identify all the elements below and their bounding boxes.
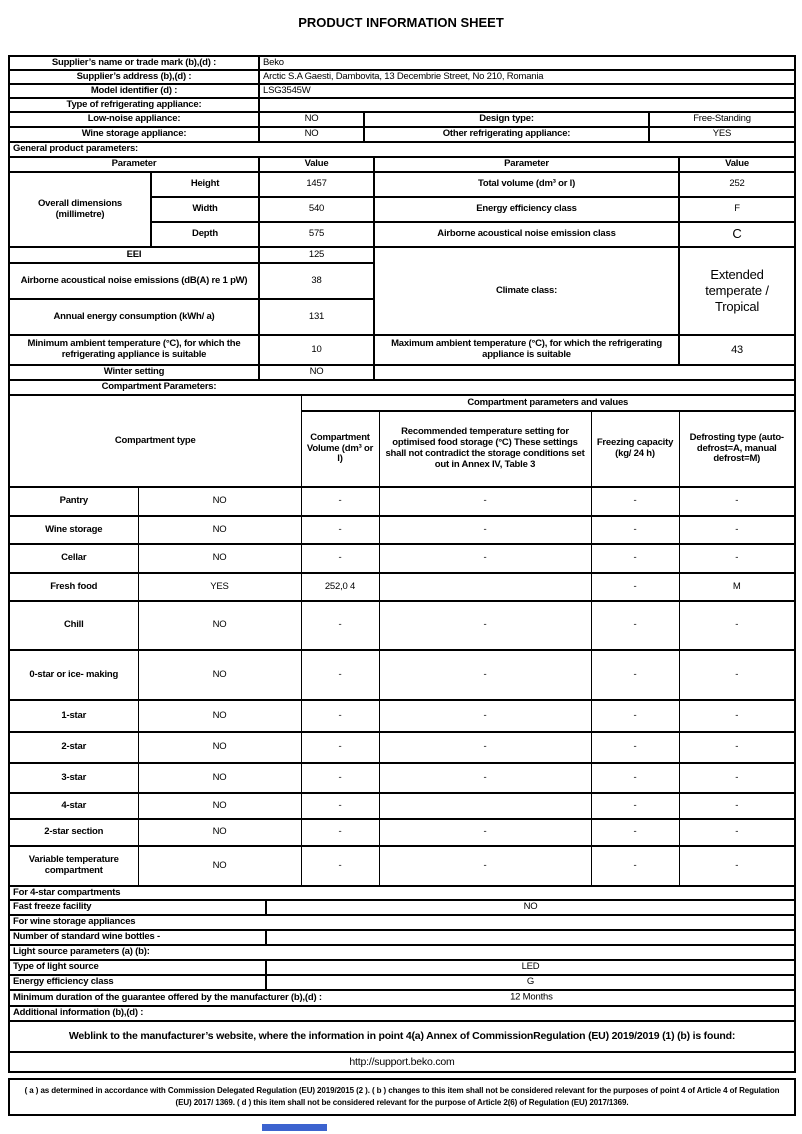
eei-value: 125 [259, 247, 374, 263]
compartment-freezing-cell: - [591, 573, 679, 601]
compartment-present-cell: NO [138, 819, 301, 846]
compartment-present-cell: NO [138, 700, 301, 732]
fast-freeze-value: NO [266, 900, 795, 915]
compartment-present-cell: NO [138, 846, 301, 886]
bottom-blue-bar [262, 1124, 327, 1131]
energy-class-value: F [679, 197, 795, 222]
compartment-present-cell: NO [138, 793, 301, 819]
guarantee-label: Minimum duration of the guarantee offered by the manufacturer (b),(d) : [13, 991, 322, 1003]
supplier-name-value: Beko [259, 56, 795, 70]
compartment-section-title: Compartment Parameters: [101, 381, 217, 393]
appliance-type-value [259, 98, 795, 112]
wine-bottles-row [9, 930, 795, 945]
general-header-row [9, 157, 795, 172]
compartment-freezing-cell: - [591, 763, 679, 793]
compartment-defrost-cell: - [679, 732, 795, 763]
height-row [9, 172, 795, 197]
max-temp-label: Maximum ambient temperature (°C), for which the refrigerating appliance is suitable [374, 335, 679, 365]
compartment-temp-cell: - [379, 487, 591, 516]
wine-storage-value: NO [259, 127, 364, 142]
compartment-type-header: Compartment type [9, 395, 301, 487]
supplier-table [8, 55, 796, 113]
weblink-url-row [9, 1052, 795, 1072]
compartment-row-1-star [9, 700, 795, 732]
compartment-defrost-cell: - [679, 516, 795, 544]
wine-storage-row [9, 127, 795, 142]
compartment-defrost-cell: - [679, 763, 795, 793]
compartment-freezing-cell: - [591, 650, 679, 700]
guarantee-value: 12 Months [510, 991, 553, 1003]
compartment-row-3-star [9, 763, 795, 793]
compartment-freezing-cell: - [591, 544, 679, 573]
compartment-defrost-header: Defrosting type (auto-defrost=A, manual defrost=M) [679, 411, 795, 487]
compartment-freezing-cell: - [591, 700, 679, 732]
compartment-row-fresh-food [9, 573, 795, 601]
light-class-value: G [266, 975, 795, 990]
fast-freeze-row [9, 900, 795, 915]
winter-setting-value: NO [259, 365, 374, 380]
compartment-type-cell: 2-star [9, 732, 138, 763]
overall-dimensions-label: Overall dimensions (millimetre) [9, 172, 151, 247]
eei-label: EEI [9, 247, 259, 263]
compartment-defrost-cell: - [679, 650, 795, 700]
compartment-row-2-star [9, 732, 795, 763]
compartment-volume-header: Compartment Volume (dm³ or l) [301, 411, 379, 487]
compartment-temp-cell: - [379, 544, 591, 573]
compartment-type-cell: Wine storage [9, 516, 138, 544]
compartment-defrost-cell: - [679, 700, 795, 732]
climate-class-value: Extended temperate / Tropical [679, 247, 795, 335]
compartment-section-title-cell [9, 380, 795, 395]
compartment-present-cell: NO [138, 650, 301, 700]
climate-class-label: Climate class: [374, 247, 679, 335]
guarantee-row [9, 990, 795, 1006]
wine-bottles-label: Number of standard wine bottles - [9, 930, 266, 945]
compartment-row-4-star [9, 793, 795, 819]
wine-storage-label: Wine storage appliance: [9, 127, 259, 142]
compartment-temp-cell: - [379, 700, 591, 732]
general-section-title: General product parameters: [9, 142, 795, 157]
compartment-type-cell: 0-star or ice- making [9, 650, 138, 700]
height-label: Height [151, 172, 259, 197]
model-identifier-label: Model identifier (d) : [9, 84, 259, 98]
ambient-temperature-row [9, 335, 795, 365]
light-type-row [9, 960, 795, 975]
compartment-type-cell: Chill [9, 601, 138, 650]
compartment-row-2-star-section [9, 819, 795, 846]
appliance-type-label: Type of refrigerating appliance: [9, 98, 259, 112]
appliance-flags-table [8, 111, 796, 143]
compartment-type-cell: Cellar [9, 544, 138, 573]
compartment-volume-cell: 252,0 4 [301, 573, 379, 601]
compartment-temp-cell: - [379, 819, 591, 846]
compartment-volume-cell: - [301, 650, 379, 700]
footnote-table [8, 1078, 796, 1116]
depth-label: Depth [151, 222, 259, 247]
wine-bottles-value [266, 930, 795, 945]
compartment-temp-cell: - [379, 650, 591, 700]
parameter-header-left: Parameter [9, 157, 259, 172]
footnote-row [9, 1079, 795, 1115]
supplier-address-value: Arctic S.A Gaesti, Dambovita, 13 Decembrie Street, No 210, Romania [259, 70, 795, 84]
four-star-header-row [9, 886, 795, 900]
compartment-type-cell: Variable temperature compartment [9, 846, 138, 886]
compartment-temp-cell: - [379, 601, 591, 650]
total-volume-value: 252 [679, 172, 795, 197]
light-class-row [9, 975, 795, 990]
width-value: 540 [259, 197, 374, 222]
compartment-volume-cell: - [301, 846, 379, 886]
compartment-temp-cell [379, 573, 591, 601]
total-volume-label: Total volume (dm³ or l) [374, 172, 679, 197]
supplier-name-row [9, 56, 795, 70]
compartment-row-cellar [9, 544, 795, 573]
compartment-defrost-cell: - [679, 601, 795, 650]
compartment-table [8, 379, 796, 887]
compartment-volume-cell: - [301, 516, 379, 544]
noise-emissions-value: 38 [259, 263, 374, 299]
compartment-temp-cell: - [379, 763, 591, 793]
compartment-freezing-cell: - [591, 487, 679, 516]
supplier-name-label: Supplier’s name or trade mark (b),(d) : [9, 56, 259, 70]
compartment-type-cell: 2-star section [9, 819, 138, 846]
page-title: PRODUCT INFORMATION SHEET [298, 15, 504, 30]
compartment-volume-cell: - [301, 487, 379, 516]
weblink-table [8, 1020, 796, 1073]
compartment-temp-cell: - [379, 732, 591, 763]
compartment-freezing-cell: - [591, 846, 679, 886]
low-noise-row [9, 112, 795, 127]
four-star-header: For 4-star compartments [9, 886, 795, 900]
compartment-type-cell: Pantry [9, 487, 138, 516]
winter-setting-empty-cell [374, 365, 795, 380]
compartment-defrost-cell: - [679, 793, 795, 819]
light-type-label: Type of light source [9, 960, 266, 975]
other-refrigerating-label: Other refrigerating appliance: [364, 127, 649, 142]
compartment-type-cell: 1-star [9, 700, 138, 732]
compartment-row-chill [9, 601, 795, 650]
compartment-row-variable-temperature [9, 846, 795, 886]
value-header-right: Value [679, 157, 795, 172]
compartment-volume-cell: - [301, 700, 379, 732]
winter-setting-label: Winter setting [9, 365, 259, 380]
compartment-volume-cell: - [301, 793, 379, 819]
compartment-freezing-cell: - [591, 732, 679, 763]
fast-freeze-label: Fast freeze facility [9, 900, 266, 915]
noise-class-label: Airborne acoustical noise emission class [374, 222, 679, 247]
annual-energy-value: 131 [259, 299, 374, 335]
compartment-row-wine-storage [9, 516, 795, 544]
additional-info-label: Additional information (b),(d) : [9, 1006, 795, 1021]
general-section-header [9, 142, 795, 157]
winter-setting-row [9, 365, 795, 380]
compartment-defrost-cell: - [679, 819, 795, 846]
weblink-label-row [9, 1021, 795, 1052]
compartment-type-cell: 4-star [9, 793, 138, 819]
compartment-freezing-cell: - [591, 516, 679, 544]
extra-parameters-table [8, 885, 796, 1022]
design-type-value: Free-Standing [649, 112, 795, 127]
depth-value: 575 [259, 222, 374, 247]
compartment-group-header: Compartment parameters and values [301, 395, 795, 411]
compartment-temp-header: Recommended temperature setting for optimised food storage (°C) These settings shall not contradict the storage conditions set out in Annex IV, Table 3 [379, 411, 591, 487]
model-identifier-row [9, 84, 795, 98]
parameter-header-right: Parameter [374, 157, 679, 172]
min-temp-label: Minimum ambient temperature (°C), for which the refrigerating appliance is suitable [9, 335, 259, 365]
compartment-volume-cell: - [301, 544, 379, 573]
compartment-row-0-star [9, 650, 795, 700]
wine-appliances-header: For wine storage appliances [9, 915, 795, 930]
footnote-text: ( a ) as determined in accordance with Commission Delegated Regulation (EU) 2019/2015 (2 ). ( b ) changes to this item shall not be considered relevant for the purposes of point 4 of Article 4 of Regulation (EU) 2017/ 1369. ( d ) this item shall not be considered relevant for the purpose of Article 2(6) of Regulation (EU) 2017/1369. [9, 1079, 795, 1115]
compartment-freezing-cell: - [591, 793, 679, 819]
compartment-present-cell: NO [138, 601, 301, 650]
compartment-defrost-cell: M [679, 573, 795, 601]
compartment-volume-cell: - [301, 819, 379, 846]
compartment-type-cell: Fresh food [9, 573, 138, 601]
compartment-present-cell: NO [138, 732, 301, 763]
noise-class-value: C [679, 222, 795, 247]
compartment-temp-cell: - [379, 516, 591, 544]
height-value: 1457 [259, 172, 374, 197]
light-source-header: Light source parameters (a) (b): [9, 945, 795, 960]
compartment-present-cell: YES [138, 573, 301, 601]
compartment-temp-cell: - [379, 846, 591, 886]
design-type-label: Design type: [364, 112, 649, 127]
weblink-url: http://support.beko.com [9, 1052, 795, 1072]
max-temp-value: 43 [679, 335, 795, 365]
supplier-address-label: Supplier’s address (b),(d) : [9, 70, 259, 84]
value-header-left: Value [259, 157, 374, 172]
low-noise-value: NO [259, 112, 364, 127]
min-temp-value: 10 [259, 335, 374, 365]
other-refrigerating-value: YES [649, 127, 795, 142]
eei-row [9, 247, 795, 263]
light-source-header-row [9, 945, 795, 960]
energy-class-label: Energy efficiency class [374, 197, 679, 222]
compartment-volume-cell: - [301, 601, 379, 650]
compartment-defrost-cell: - [679, 544, 795, 573]
guarantee-cell [9, 990, 795, 1006]
compartment-group-header-row [9, 395, 795, 411]
general-parameters-table [8, 141, 796, 381]
additional-info-row [9, 1006, 795, 1021]
compartment-freezing-header: Freezing capacity (kg/ 24 h) [591, 411, 679, 487]
wine-appliances-header-row [9, 915, 795, 930]
compartment-freezing-cell: - [591, 819, 679, 846]
model-identifier-value: LSG3545W [259, 84, 795, 98]
compartment-defrost-cell: - [679, 846, 795, 886]
compartment-temp-cell [379, 793, 591, 819]
compartment-present-cell: NO [138, 516, 301, 544]
supplier-address-row [9, 70, 795, 84]
light-class-label: Energy efficiency class [9, 975, 266, 990]
noise-emissions-label: Airborne acoustical noise emissions (dB(A) re 1 pW) [9, 263, 259, 299]
compartment-type-cell: 3-star [9, 763, 138, 793]
light-type-value: LED [266, 960, 795, 975]
compartment-present-cell: NO [138, 544, 301, 573]
low-noise-label: Low-noise appliance: [9, 112, 259, 127]
compartment-present-cell: NO [138, 487, 301, 516]
weblink-label: Weblink to the manufacturer’s website, where the information in point 4(a) Annex of CommissionRegulation (EU) 2019/2019 (1) (b) is found: [9, 1021, 795, 1052]
compartment-freezing-cell: - [591, 601, 679, 650]
compartment-defrost-cell: - [679, 487, 795, 516]
compartment-volume-cell: - [301, 732, 379, 763]
document-body [8, 55, 794, 1116]
compartment-row-pantry [9, 487, 795, 516]
annual-energy-label: Annual energy consumption (kWh/ a) [9, 299, 259, 335]
appliance-type-row [9, 98, 795, 112]
compartment-section-header [9, 380, 795, 395]
compartment-volume-cell: - [301, 763, 379, 793]
width-label: Width [151, 197, 259, 222]
compartment-present-cell: NO [138, 763, 301, 793]
